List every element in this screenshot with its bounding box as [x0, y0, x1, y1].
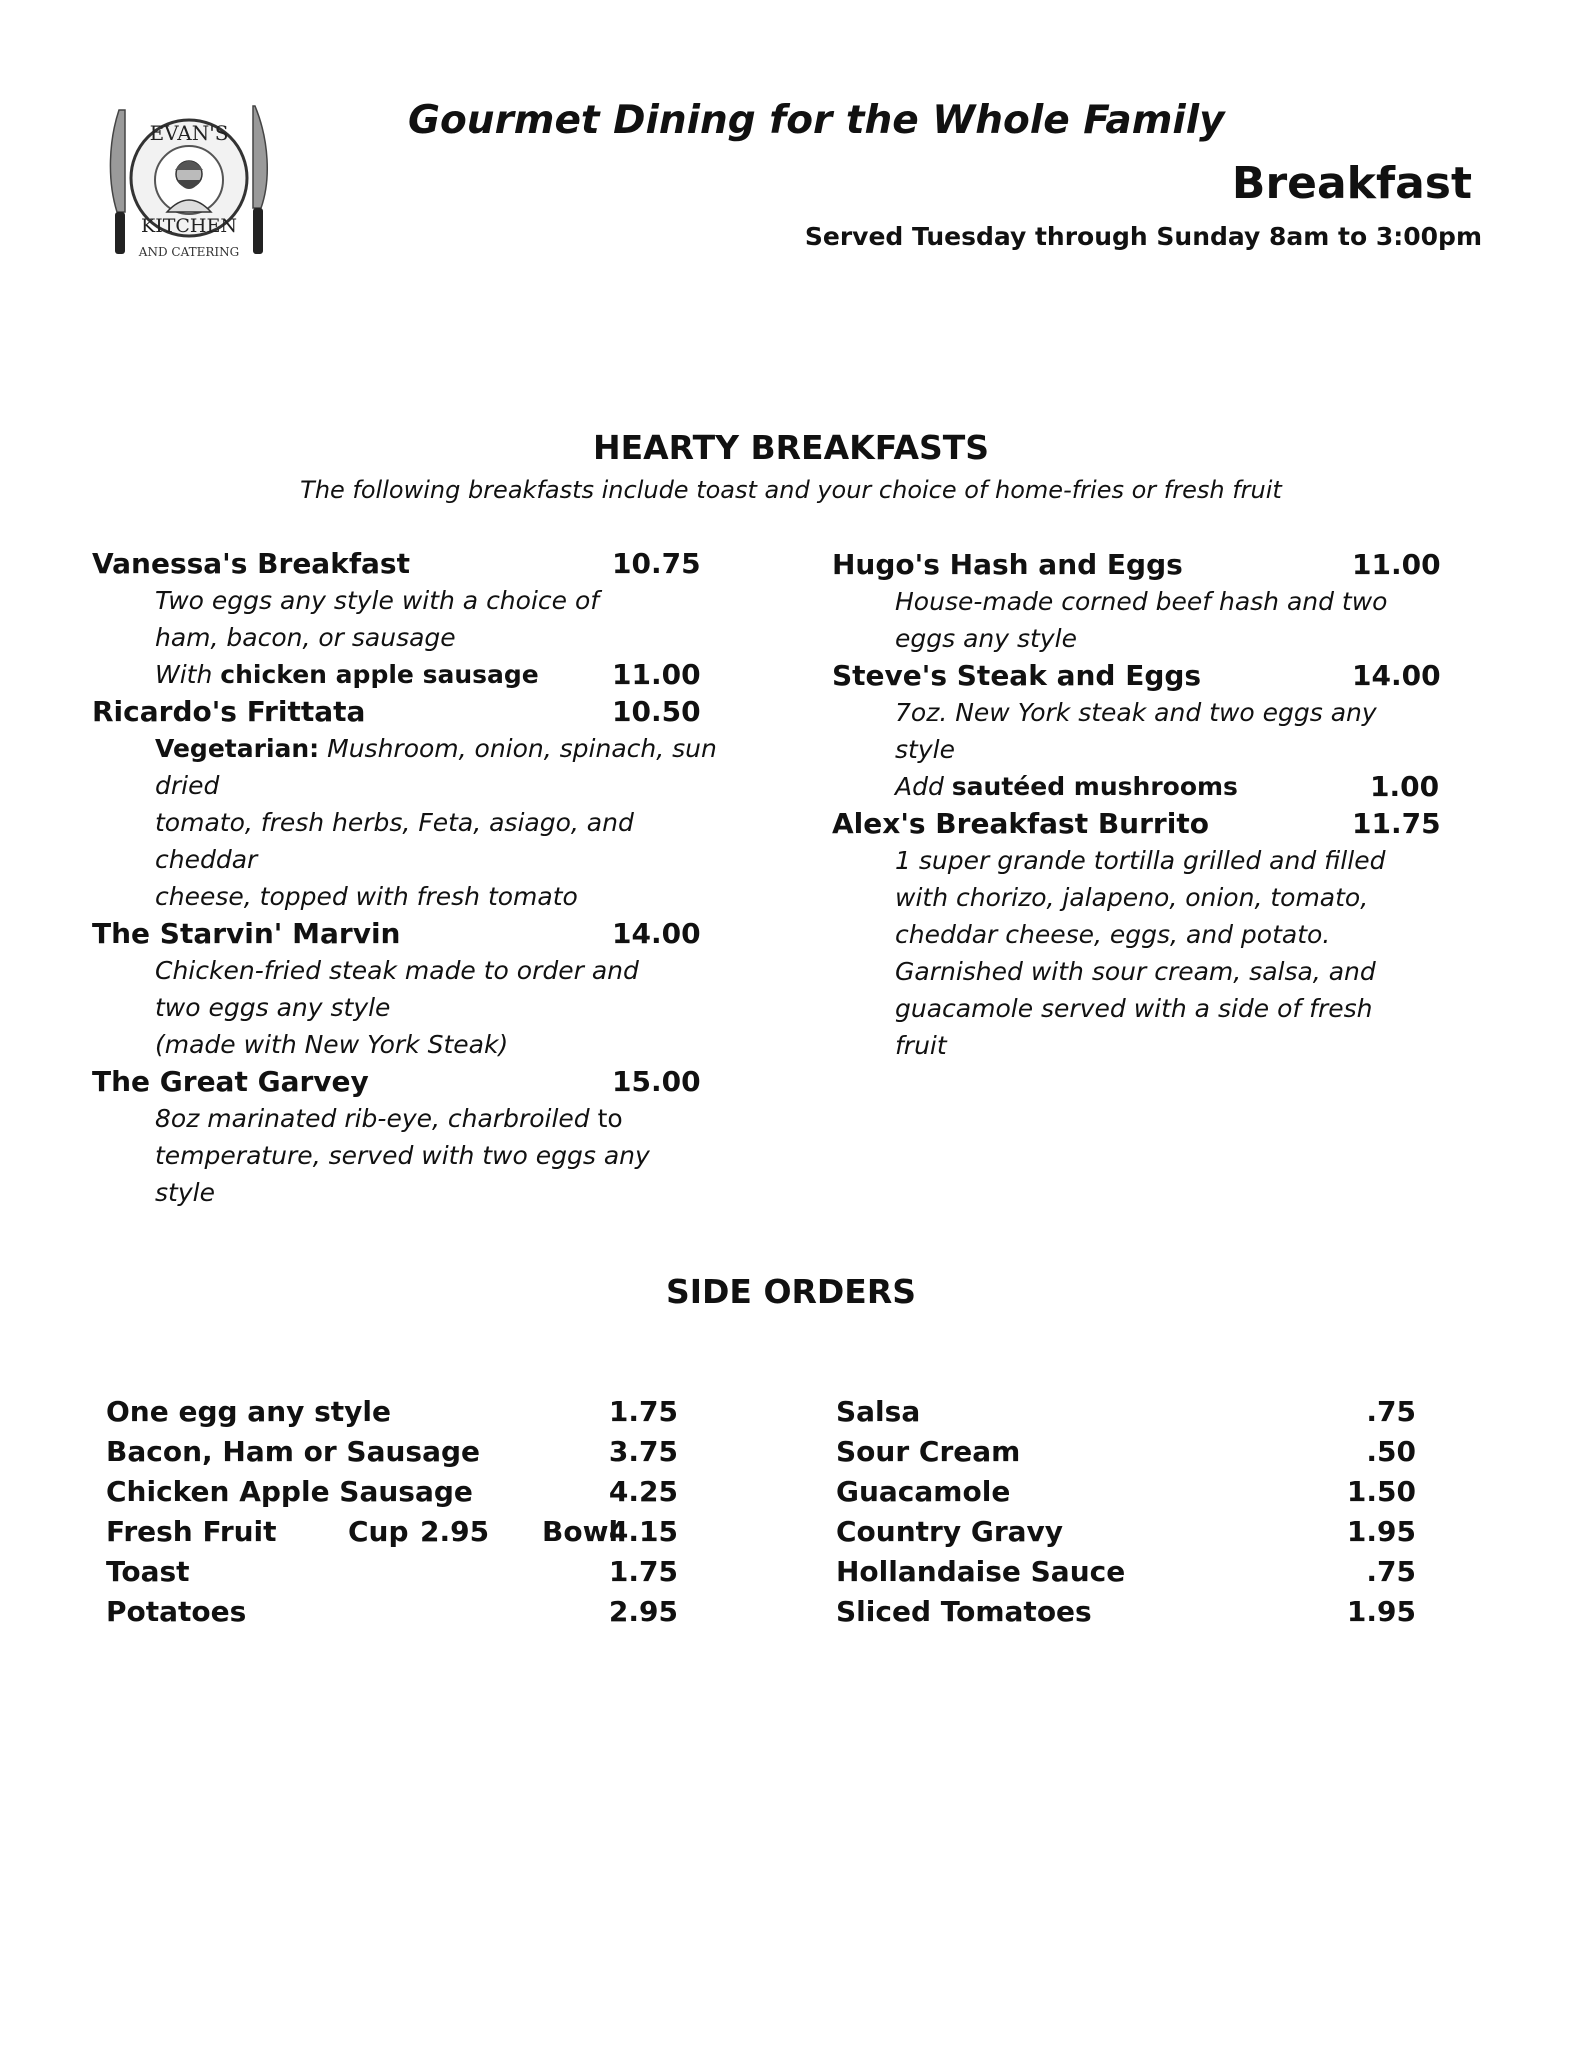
menu-item [832, 805, 1452, 1064]
item-price: 11.75 [1352, 807, 1441, 840]
item-price: 14.00 [1352, 659, 1441, 692]
side-item: Bacon, Ham or Sausage 3.75 [106, 1435, 678, 1468]
item-price: 15.00 [612, 1065, 701, 1098]
menu-title: Breakfast [1231, 158, 1472, 209]
hearty-left-column [92, 545, 732, 1211]
item-addon: With chicken apple sausage 11.00 [155, 658, 701, 691]
item-name: Vanessa's Breakfast [92, 547, 410, 580]
hearty-breakfasts-subtitle: The following breakfasts include toast and your choice of home-fries or fresh fruit [300, 476, 1282, 504]
side-item: Sliced Tomatoes 1.95 [836, 1595, 1416, 1628]
svg-text:KITCHEN: KITCHEN [141, 215, 237, 237]
item-name: Steve's Steak and Eggs [832, 659, 1202, 692]
item-name: Alex's Breakfast Burrito [832, 807, 1209, 840]
item-description: 1 super grande tortilla grilled and filled with chorizo, jalapeno, onion, tomato, cheddar cheese, eggs, and potato. Garnished with sour cream, salsa, and guacamole served with a side of fresh fruit [895, 846, 1386, 1060]
sides-right-column [836, 1392, 1416, 1632]
addon-price: 11.00 [612, 658, 701, 691]
side-item: Potatoes 2.95 [106, 1595, 678, 1628]
item-price: 10.75 [612, 547, 701, 580]
item-description: Chicken-fried steak made to order and two eggs any style (made with New York Steak) [155, 956, 639, 1059]
side-item: Country Gravy 1.95 [836, 1515, 1416, 1548]
side-item: Fresh Fruit Cup 2.95 Bowl 4.15 [106, 1515, 678, 1548]
hearty-right-column [832, 546, 1452, 1064]
menu-item [92, 1063, 732, 1211]
restaurant-tagline: Gourmet Dining for the Whole Family [408, 98, 1225, 143]
menu-item [832, 546, 1452, 657]
item-name: Ricardo's Frittata [92, 695, 366, 728]
sides-left-column [106, 1392, 686, 1632]
side-item: Guacamole 1.50 [836, 1475, 1416, 1508]
item-price: 11.00 [1352, 548, 1441, 581]
svg-text:EVAN'S: EVAN'S [149, 121, 229, 145]
menu-item [92, 915, 732, 1063]
item-description: 7oz. New York steak and two eggs any style [895, 698, 1377, 764]
side-item: Chicken Apple Sausage 4.25 [106, 1475, 678, 1508]
item-description: Vegetarian: Mushroom, onion, spinach, sun dried tomato, fresh herbs, Feta, asiago, and cheddar cheese, topped with fresh tomato [155, 734, 717, 911]
item-name: The Starvin' Marvin [92, 917, 401, 950]
service-hours: Served Tuesday through Sunday 8am to 3:00pm [804, 222, 1482, 251]
menu-item [832, 657, 1452, 805]
restaurant-logo [105, 100, 275, 260]
item-price: 14.00 [612, 917, 701, 950]
menu-item [92, 693, 732, 915]
item-name: The Great Garvey [92, 1065, 369, 1098]
menu-item [92, 545, 732, 693]
hearty-breakfasts-heading: HEARTY BREAKFASTS [592, 428, 990, 467]
item-price: 10.50 [612, 695, 701, 728]
side-orders-heading: SIDE ORDERS [665, 1272, 917, 1311]
side-item: Hollandaise Sauce .75 [836, 1555, 1416, 1588]
item-description: Two eggs any style with a choice of ham, bacon, or sausage [155, 586, 600, 652]
svg-text:AND CATERING: AND CATERING [138, 245, 240, 259]
item-description: 8oz marinated rib-eye, charbroiled to temperature, served with two eggs any style [155, 1104, 650, 1207]
item-name: Hugo's Hash and Eggs [832, 548, 1183, 581]
side-item: Salsa .75 [836, 1395, 1416, 1428]
side-item: Toast 1.75 [106, 1555, 678, 1588]
item-description: House-made corned beef hash and two eggs any style [895, 587, 1388, 653]
addon-price: 1.00 [1370, 770, 1440, 803]
item-addon: Add sautéed mushrooms 1.00 [895, 770, 1440, 803]
side-item: One egg any style 1.75 [106, 1395, 678, 1428]
side-item: Sour Cream .50 [836, 1435, 1416, 1468]
